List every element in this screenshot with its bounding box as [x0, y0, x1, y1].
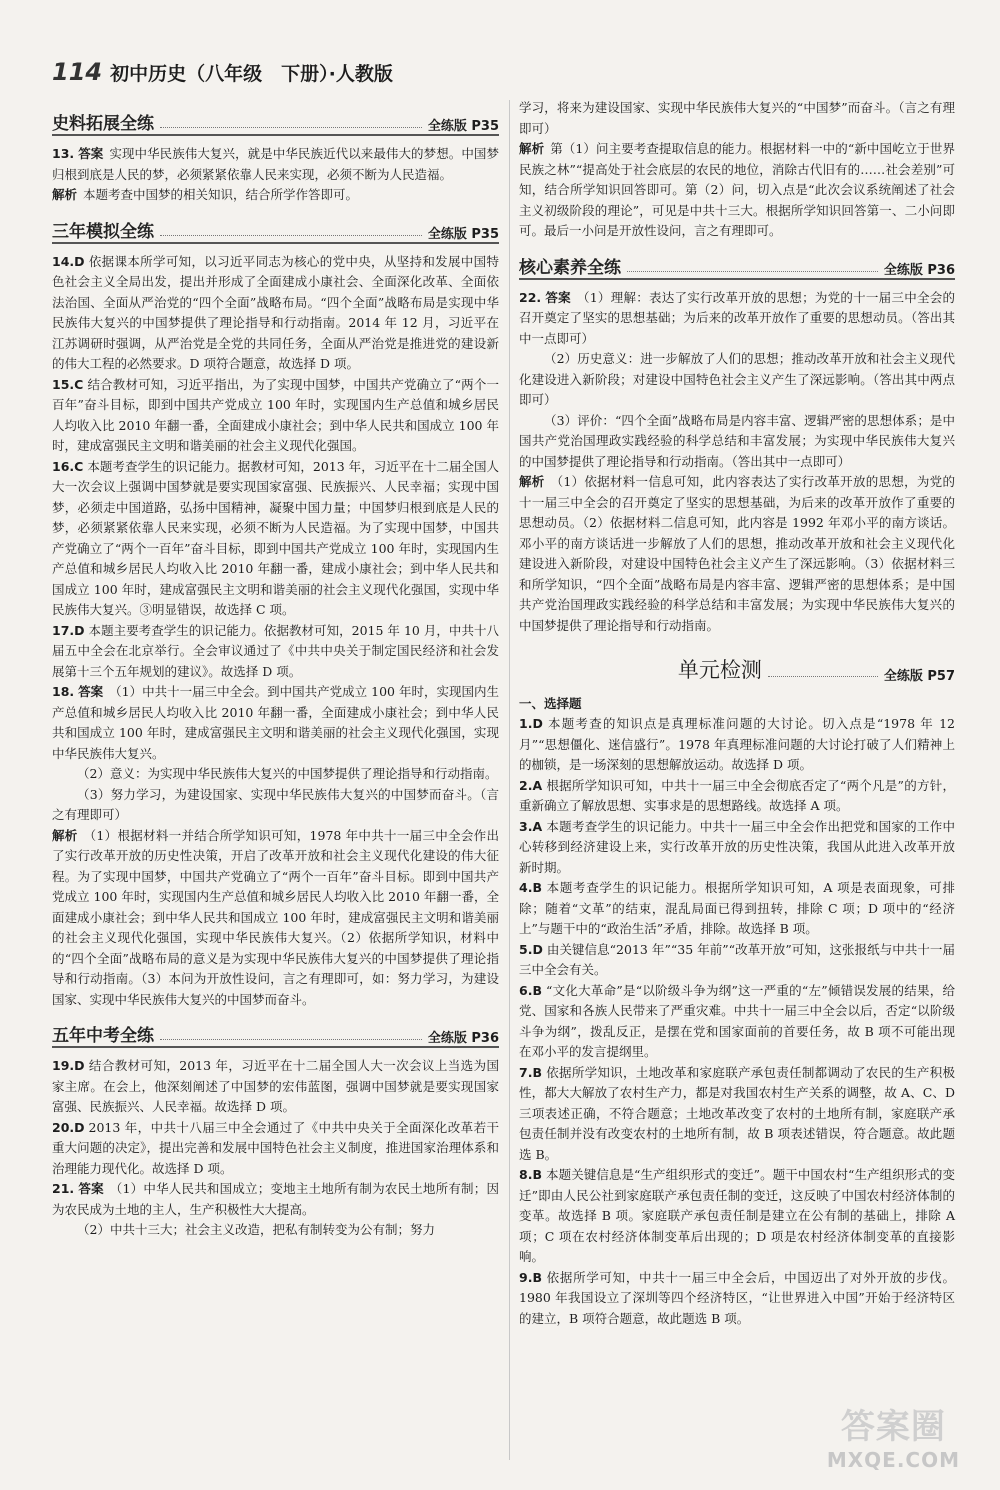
question-number: 17.D [52, 622, 85, 638]
analysis-18 [52, 826, 499, 1011]
choice-answer-3 [519, 817, 955, 879]
answer-text: 本题关键信息是“生产组织形式的变迁”。题干中国农村“生产组织形式的变迁”即由人民公社到家庭联产承包责任制的变迁，这反映了中国农村经济体制的变革。故选择 B 项。家庭联产承包责任制是建立在公有制的基础上，排除 A 项；C 项在农村经济体制变革后出现的；D 项是农村经济体制变革的直接影响。 [519, 1167, 955, 1264]
page-reference: 全练版 P36 [427, 1031, 499, 1046]
dotted-leader [627, 271, 878, 272]
choice-answer-5 [519, 940, 955, 981]
dotted-leader [160, 235, 422, 236]
question-number: 9.B [519, 1269, 542, 1285]
answer-text: 依据所学知识，土地改革和家庭联产承包责任制都调动了农民的生产积极性，都大大解放了农村生产力，都是对我国农村生产关系的调整，故 A、C、D 三项表述正确，不符合题意；土地改革改变了农村的土地所有制，家庭联产承包责任制并没有改变农村的土地所有制，故 B 项表述错误，符合题意。故此题选 B。 [519, 1064, 955, 1162]
answer-20 [52, 1118, 499, 1180]
question-number: 4.B [519, 880, 542, 895]
analysis-label: 解析 [519, 141, 545, 156]
answer-text: （1）中华人民共和国成立；变地主土地所有制为农民土地所有制；因为农民成为土地的主人，生产积极性大大提高。 [52, 1181, 499, 1217]
left-column [52, 98, 499, 1241]
question-number: 20.D [52, 1119, 85, 1135]
page-header [52, 55, 393, 89]
column-divider [509, 100, 510, 1460]
answer-text: （1）理解：表达了实行改革开放的思想；为党的十一届三中全会的召开奠定了坚实的思想基础；为后来的改革开放作了重要的思想动员。（答出其中一点即可） [519, 289, 955, 346]
answer-text: 2013 年，中共十八届三中全会通过了《中共中央关于全面深化改革若干重大问题的决定》，提出完善和发展中国特色社会主义制度，推进国家治理体系和治理能力现代化。故选择 D 项。 [52, 1119, 499, 1176]
choice-answer-8 [519, 1165, 955, 1268]
answer-18-part-2: （2）意义：为实现中华民族伟大复兴的中国梦提供了理论指导和行动指南。 [77, 766, 498, 781]
answer-label: 答案 [78, 146, 104, 161]
answer-text: 依据所学可知，中共十一届三中全会后，中国迈出了对外开放的步伐。1980 年我国设立了深圳等四个经济特区，“让世界进入中国”开始于经济特区的建立，B 项符合题意，故此题选 B 项。 [519, 1269, 955, 1326]
question-number: 2.A [519, 777, 543, 793]
question-number: 21. [52, 1181, 75, 1196]
answer-18-part-3: （3）努力学习，为建设国家、实现中华民族伟大复兴的中国梦而奋斗。（言之有理即可） [52, 786, 499, 822]
book-title: 初中历史（八年级 下册）·人教版 [110, 62, 393, 85]
answer-text: 根据所学知识可知，中共十一届三中全会彻底否定了“两个凡是”的方针，重新确立了解放思想、实事求是的思想路线。故选择 A 项。 [519, 777, 955, 813]
analysis-label: 解析 [519, 474, 545, 489]
question-number: 22. [519, 289, 542, 305]
page-reference: 全练版 P35 [427, 226, 499, 242]
section-header [519, 252, 955, 280]
dotted-leader [160, 127, 422, 128]
answer-text: 本题考查的知识点是真理标准问题的大讨论。切入点是“1978 年 12 月”“思想僵化、迷信盛行”。1978 年真理标准问题的大讨论打破了人们精神上的枷锁，是一场深刻的思想解放运动。故选择 D 项。 [519, 716, 955, 772]
analysis-text: （1）依据材料一信息可知，此内容表达了实行改革开放的思想，为党的十一届三中全会的召开奠定了坚实的思想基础，为后来的改革开放作了重要的思想动员。（2）依据材料二信息可知，此内容是 1992 年邓小平的南方谈话。邓小平的南方谈话进一步解放了人们的思想，推动改革开放和社会主义现代化建设进入新阶段，对建设中国特色社会主义产生了深远影响。（3）依据材料三和所学知识，“四个全面”战略布局是内容丰富、逻辑严密的思想体系；是中国共产党治国理政实践经验的科学总结和丰富发展；为实现中华民族伟大复兴的中国梦提供了理论指导和行动指南。 [519, 474, 955, 633]
answer-label: 答案 [78, 1181, 104, 1196]
choice-answer-4 [519, 878, 955, 940]
analysis-13 [52, 185, 499, 206]
page-reference: 全练版 P36 [883, 262, 955, 278]
analysis-text: 第（1）问主要考查提取信息的能力。根据材料一中的“新中国屹立于世界民族之林”“提高处于社会底层的农民的地位，消除古代旧有的……社会差别”可知，结合所学知识回答即可。第（2）问，切入点是“此次会议系统阐述了社会主义初级阶段的理论”，可见是中共十三大。根据所学知识回答第一、二小问即可。最后一小问是开放性设问，言之有理即可。 [519, 141, 955, 238]
answer-22-part-2: （2）历史意义：进一步解放了人们的思想；推动改革开放和社会主义现代化建设进入新阶段；对建设中国特色社会主义产生了深远影响。（答出其中两点即可） [519, 351, 955, 407]
section-title: 三年模拟全练 [52, 221, 154, 242]
watermark-url: MXQE.COM [826, 1448, 960, 1472]
analysis-21 [519, 139, 955, 242]
choice-answer-7 [519, 1063, 955, 1166]
question-number: 18. [52, 684, 75, 699]
analysis-label: 解析 [52, 187, 78, 202]
analysis-text: 本题考查中国梦的相关知识，结合所学作答即可。 [83, 187, 359, 202]
section-header [52, 1020, 499, 1048]
page-number: 114 [52, 58, 103, 86]
answer-21-part-2: （2）中共十三大；社会主义改造，把私有制转变为公有制；努力 [77, 1222, 435, 1237]
question-number: 15.C [52, 376, 84, 392]
analysis-22 [519, 472, 955, 636]
answer-text: 结合教材可知，习近平指出，为了实现中国梦，中国共产党确立了“两个一百年”奋斗目标，即到中国共产党成立 100 年时，实现国内生产总值和城乡居民人均收入比 2010 年翻一番，全面建成小康社会；到中华人民共和国成立 100 年时，建成富强民主文明和谐美丽的社会主义现代化强国。 [52, 376, 499, 453]
choice-answer-6 [519, 981, 955, 1063]
question-number: 13. [52, 146, 75, 161]
answer-text: 本题考查学生的识记能力。根据所学知识可知，A 项是表面现象，可排除；随着“文革”的结束，混乱局面已得到扭转，排除 C 项；D 项中的“经济上”与题干中的“政治生活”矛盾，排除。故选择 B 项。 [519, 880, 955, 936]
question-number: 8.B [519, 1167, 542, 1182]
answer-label: 答案 [78, 684, 104, 699]
right-column [519, 98, 955, 1329]
dotted-leader [768, 676, 878, 677]
answer-15 [52, 375, 499, 457]
answer-13 [52, 144, 499, 185]
section-header [52, 216, 499, 244]
section-title: 五年中考全练 [52, 1026, 154, 1046]
dotted-leader [160, 1039, 422, 1040]
question-number: 16.C [52, 458, 84, 474]
watermark-logo: 答案圈 [840, 1407, 946, 1447]
analysis-text: （1）根据材料一并结合所学知识可知，1978 年中共十一届三中全会作出了实行改革开放的历史性决策，开启了改革开放和社会主义现代化建设的伟大征程。为了实现中国梦，中国共产党确立了“两个一百年”奋斗目标。即到中国共产党成立 100 年时，实现国内生产总值和城乡居民人均收入比 2010 年翻一番，全面建成小康社会；到中华人民共和国成立 100 年时，建成富强民主文明和谐美丽的社会主义现代化强国，实现中华民族伟大复兴。（2）依据所学知识，材料中的“四个全面”战略布局的意义是为实现中华民族伟大复兴的中国梦提供了理论指导和行动指南。（3）本问为开放性设问，言之有理即可，如：努力学习，为建设国家、实现中华民族伟大复兴的中国梦而奋斗。 [52, 827, 499, 1007]
answer-18 [52, 682, 499, 764]
answer-22 [519, 288, 955, 350]
choice-section-title: 一、选择题 [519, 696, 582, 711]
answer-22-part-3: （3）评价：“四个全面”战略布局是内容丰富、逻辑严密的思想体系；是中国共产党治国理政实践经验的科学总结和丰富发展；为实现中华民族伟大复兴的中国梦提供了理论指导和行动指南。（答出其中一点即可） [519, 412, 955, 469]
unit-test-title: 单元检测 [677, 658, 762, 682]
answer-label: 答案 [545, 289, 571, 305]
answer-text: “文化大革命”是“以阶级斗争为纲”这一严重的“左”倾错误发展的结果，给党、国家和各族人民带来了严重灾难。中共十一届三中全会以后，否定“以阶级斗争为纲”，拨乱反正，是摆在党和国家面前的首要任务，故 B 项不可能出现在邓小平的发言提纲里。 [519, 982, 955, 1059]
answer-14 [52, 252, 499, 375]
answer-text: 本题主要考查学生的识记能力。依据教材可知，2015 年 10 月，中共十八届五中全会在北京举行。全会审议通过了《中共中央关于制定国民经济和社会发展第十三个五年规划的建议》。故选择 D 项。 [52, 622, 499, 679]
question-number: 3.A [519, 818, 543, 834]
answer-text: 本题考查学生的识记能力。据教材可知，2013 年，习近平在十二届全国人大一次会议上强调中国梦就是要实现国家富强、民族振兴、人民幸福；实现中国梦，必须走中国道路，弘扬中国精神，凝聚中国力量；中国梦归根到底是人民的梦，必须紧紧依靠人民来实现，必须不断为人民造福。为了实现中国梦，中国共产党确立了“两个一百年”奋斗目标，即到中国共产党成立 100 年时，实现国内生产总值和城乡居民人均收入比 2010 年翻一番，建成小康社会；到中华人民共和国成立 100 年时，建成富强民主文明和谐美丽的社会主义现代化强国，实现中华民族伟大复兴。③明显错误，故选择 C 项。 [52, 458, 499, 617]
question-number: 1.D [519, 716, 543, 731]
site-watermark [827, 1399, 960, 1472]
answer-19 [52, 1056, 499, 1118]
unit-test-header [519, 654, 955, 684]
section-header [52, 108, 499, 136]
answer-text: 结合教材可知，2013 年，习近平在十二届全国人大一次会议上当选为国家主席。在会上，他深刻阐述了中国梦的宏伟蓝图，强调中国梦就是要实现国家富强、民族振兴、人民幸福。故选择 D 项。 [52, 1058, 499, 1114]
choice-answer-1 [519, 714, 955, 776]
answer-text: 本题考查学生的识记能力。中共十一届三中全会作出把党和国家的工作中心转移到经济建设上来，实行改革开放的历史性决策，我国从此进入改革开放新时期。 [519, 818, 955, 875]
answer-21-continued: 学习，将来为建设国家、实现中华民族伟大复兴的“中国梦”而奋斗。（言之有理即可） [519, 100, 955, 136]
section-title: 史料拓展全练 [52, 114, 154, 134]
question-number: 6.B [519, 982, 542, 998]
analysis-label: 解析 [52, 827, 78, 843]
page-reference: 全练版 P35 [427, 119, 499, 134]
answer-text: 由关键信息“2013 年”“35 年前”“改革开放”可知，这张报纸与中共十一届三中全会有关。 [519, 941, 955, 977]
answer-text: （1）中共十一届三中全会。到中国共产党成立 100 年时，实现国内生产总值和城乡居民人均收入比 2010 年翻一番，全面建成小康社会；到中华人民共和国成立 100 年时，建成富强民主文明和谐美丽的社会主义现代化强国，实现中华民族伟大复兴。 [52, 684, 499, 761]
question-number: 5.D [519, 941, 543, 957]
question-number: 7.B [519, 1064, 542, 1080]
answer-text: 依据课本所学可知，以习近平同志为核心的党中央，从坚持和发展中国特色社会主义全局出发，提出并形成了全面建成小康社会、全面深化改革、全面依法治国、全面从严治党的“四个全面”战略布局。“四个全面”战略布局是实现中华民族伟大复兴的中国梦提供了理论指导和行动指南。2014 年 12 月，习近平在江苏调研时强调，从严治党是全党的共同任务，全面从严治党是推进党的建设新的伟大工程的必然要求。D 项符合题意，故选择 D 项。 [52, 253, 499, 371]
question-number: 19.D [52, 1058, 85, 1073]
answer-21 [52, 1179, 499, 1220]
choice-answer-2 [519, 776, 955, 817]
answer-16 [52, 457, 499, 621]
question-number: 14.D [52, 253, 85, 269]
choice-answer-9 [519, 1268, 955, 1330]
section-title: 核心素养全练 [519, 257, 621, 278]
page-reference: 全练版 P57 [883, 669, 955, 684]
answer-17 [52, 621, 499, 683]
answer-text: 实现中华民族伟大复兴，就是中华民族近代以来最伟大的梦想。中国梦归根到底是人民的梦，必须紧紧依靠人民来实现，必须不断为人民造福。 [52, 146, 499, 182]
